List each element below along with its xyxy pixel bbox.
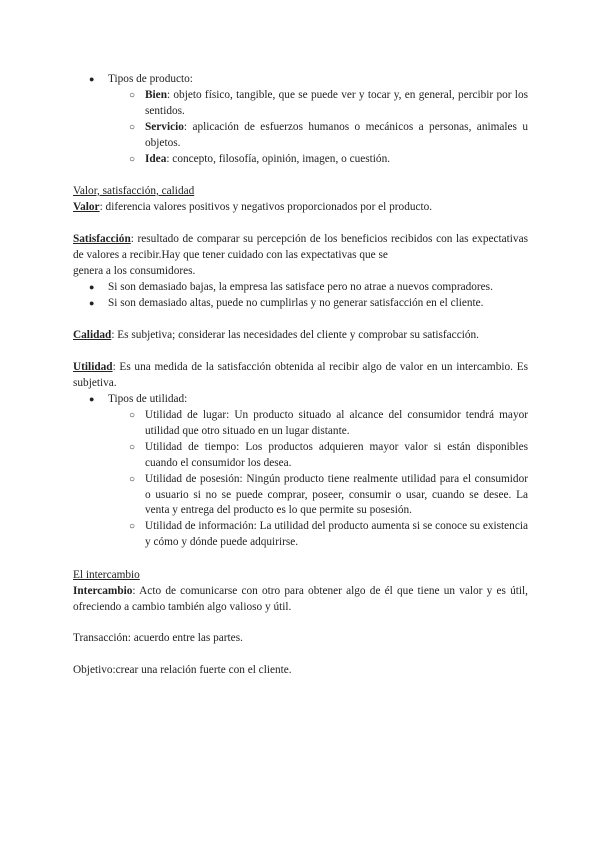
text-valor: : diferencia valores positivos y negativos proporcionados por el producto. xyxy=(99,201,433,213)
satisfaccion-paragraph xyxy=(73,232,528,263)
heading-intercambio: El intercambio xyxy=(73,569,140,581)
objetivo-line: Objetivo:crear una relación fuerte con el cliente. xyxy=(73,664,292,676)
term-servicio: Servicio xyxy=(145,121,184,133)
sub-bullet-marker: ○ xyxy=(129,410,136,421)
utilidad-informacion: Utilidad de información: La utilidad del producto aumenta si se conoce su existencia y cómo y dónde puede adquirirse. xyxy=(145,520,528,548)
satisfaccion-bullet-2: Si son demasiado altas, puede no cumplirlas y no generar satisfacción en el cliente. xyxy=(108,297,484,309)
sub-bullet-marker: ○ xyxy=(129,521,136,532)
utilidad-paragraph xyxy=(73,360,528,391)
intercambio-paragraph xyxy=(73,584,528,615)
bullet-marker: ● xyxy=(89,74,95,84)
utilidad-posesion: Utilidad de posesión: Ningún producto tiene realmente utilidad para el consumidor o usuario si no se puede comprar, poseer, consumir o usar, cuando se desee. La venta y entrega del producto es lo que permite su posesión. xyxy=(145,473,528,516)
sub-bullet-marker: ○ xyxy=(129,442,136,453)
bullet-marker: ● xyxy=(89,298,95,308)
text-calidad: : Es subjetiva; considerar las necesidades del cliente y comprobar su satisfacción. xyxy=(111,329,479,341)
calidad-paragraph xyxy=(73,328,528,344)
item-bien xyxy=(145,88,528,119)
term-idea: Idea xyxy=(145,153,167,165)
text-satisfaccion: : resultado de comparar su percepción de los beneficios recibidos con las expectativas de valores a recibir.Hay que tener cuidado con las expectativas que se xyxy=(73,233,528,261)
sub-bullet-marker: ○ xyxy=(129,122,136,133)
utilidad-lugar: Utilidad de lugar: Un producto situado al alcance del consumidor tendrá mayor utilidad que otro situado en un lugar distante. xyxy=(145,409,528,437)
sub-bullet-marker: ○ xyxy=(129,474,136,485)
term-utilidad: Utilidad xyxy=(73,361,113,373)
satisfaccion-bullet-1: Si son demasiado bajas, la empresa las satisface pero no atrae a nuevos compradores. xyxy=(108,281,493,293)
bullet-marker: ● xyxy=(89,394,95,404)
valor-paragraph xyxy=(73,200,528,216)
transaccion-line: Transacción: acuerdo entre las partes. xyxy=(73,632,243,644)
term-bien: Bien xyxy=(145,89,167,101)
text-utilidad: : Es una medida de la satisfacción obtenida al recibir algo de valor en un intercambio. Es subjetiva. xyxy=(73,361,528,389)
text-idea: : concepto, filosofía, opinión, imagen, o cuestión. xyxy=(166,153,391,165)
term-satisfaccion: Satisfacción xyxy=(73,233,131,245)
term-calidad: Calidad xyxy=(73,329,112,341)
heading-valor-satisfaccion-calidad: Valor, satisfacción, calidad xyxy=(73,185,195,197)
term-valor: Valor xyxy=(73,201,100,213)
sub-bullet-marker: ○ xyxy=(129,154,136,165)
tipos-producto-label: Tipos de producto: xyxy=(108,73,193,85)
term-intercambio: Intercambio xyxy=(73,585,133,597)
utilidad-tiempo: Utilidad de tiempo: Los productos adquieren mayor valor si están disponibles cuando el consumidor los desea. xyxy=(145,441,528,469)
item-idea xyxy=(145,152,528,168)
text-bien: : objeto físico, tangible, que se puede ver y tocar y, en general, percibir por los sentidos. xyxy=(145,89,528,117)
text-intercambio: : Acto de comunicarse con otro para obtener algo de él que tiene un valor y es útil, ofreciendo a cambio también algo valioso y útil. xyxy=(73,585,528,613)
tipos-utilidad-label: Tipos de utilidad: xyxy=(108,393,188,405)
sub-bullet-marker: ○ xyxy=(129,90,136,101)
item-servicio xyxy=(145,120,528,151)
bullet-marker: ● xyxy=(89,282,95,292)
satisfaccion-paragraph-cont: genera a los consumidores. xyxy=(73,265,196,277)
text-servicio: : aplicación de esfuerzos humanos o mecánicos a personas, animales u objetos. xyxy=(145,121,528,149)
